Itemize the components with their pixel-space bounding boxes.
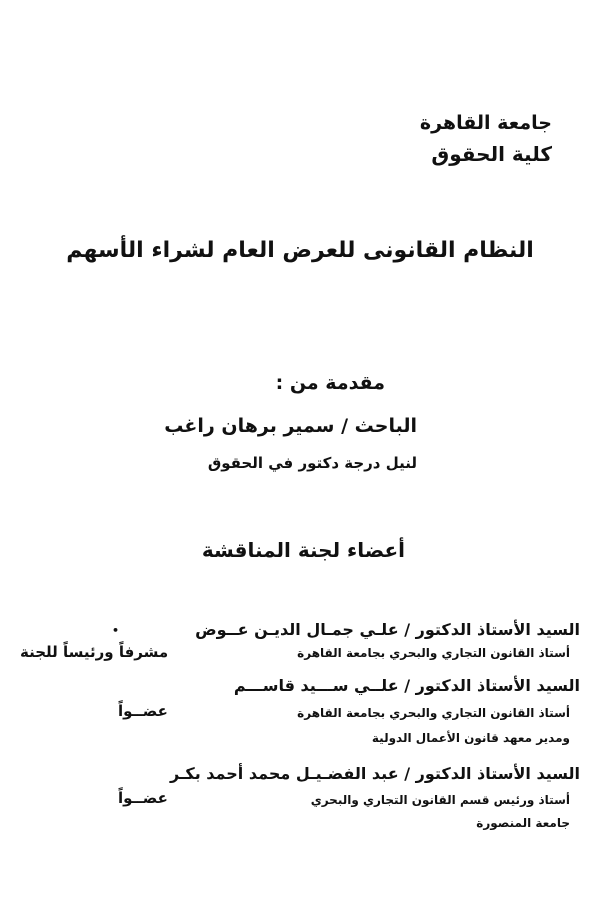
committee-member-name: السيد الأستاذ الدكتور / علـي جمـال الديـن عــوض [195,620,580,639]
thesis-title: النظام القانونى للعرض العام لشراء الأسهم [66,238,534,263]
degree-statement: لنيل درجة دكتور في الحقوق [207,454,417,472]
committee-member-role: عضــواً [118,702,168,720]
committee-member-affiliation: أستاذ القانون التجاري والبحري بجامعة القاهرة [297,646,570,660]
presented-by-label: مقدمة من : [275,372,385,394]
university-name: جامعة القاهرة [419,112,552,134]
committee-member-name: السيد الأستاذ الدكتور / علــي ســـيد قاســـم [233,676,580,695]
committee-heading: أعضاء لجنة المناقشة [201,538,405,562]
committee-member-role: عضــواً [118,789,168,807]
committee-member-affiliation: جامعة المنصورة [476,816,570,830]
researcher-name: الباحث / سمير برهان راغب [164,415,417,437]
committee-member-affiliation: أستاذ ورئيس قسم القانون التجاري والبحري [310,793,570,807]
committee-member-role: مشرفاً ورئيساً للجنة [20,643,169,661]
committee-member-name: السيد الأستاذ الدكتور / عبد الفضـيـل محمد أحمد بكـر [170,764,580,783]
faculty-name: كلية الحقوق [431,142,552,166]
scan-speck: • [112,624,120,637]
committee-member-affiliation: أستاذ القانون التجاري والبحري بجامعة القاهرة [297,706,570,720]
committee-member-affiliation: ومدير معهد قانون الأعمال الدولية [371,731,570,745]
